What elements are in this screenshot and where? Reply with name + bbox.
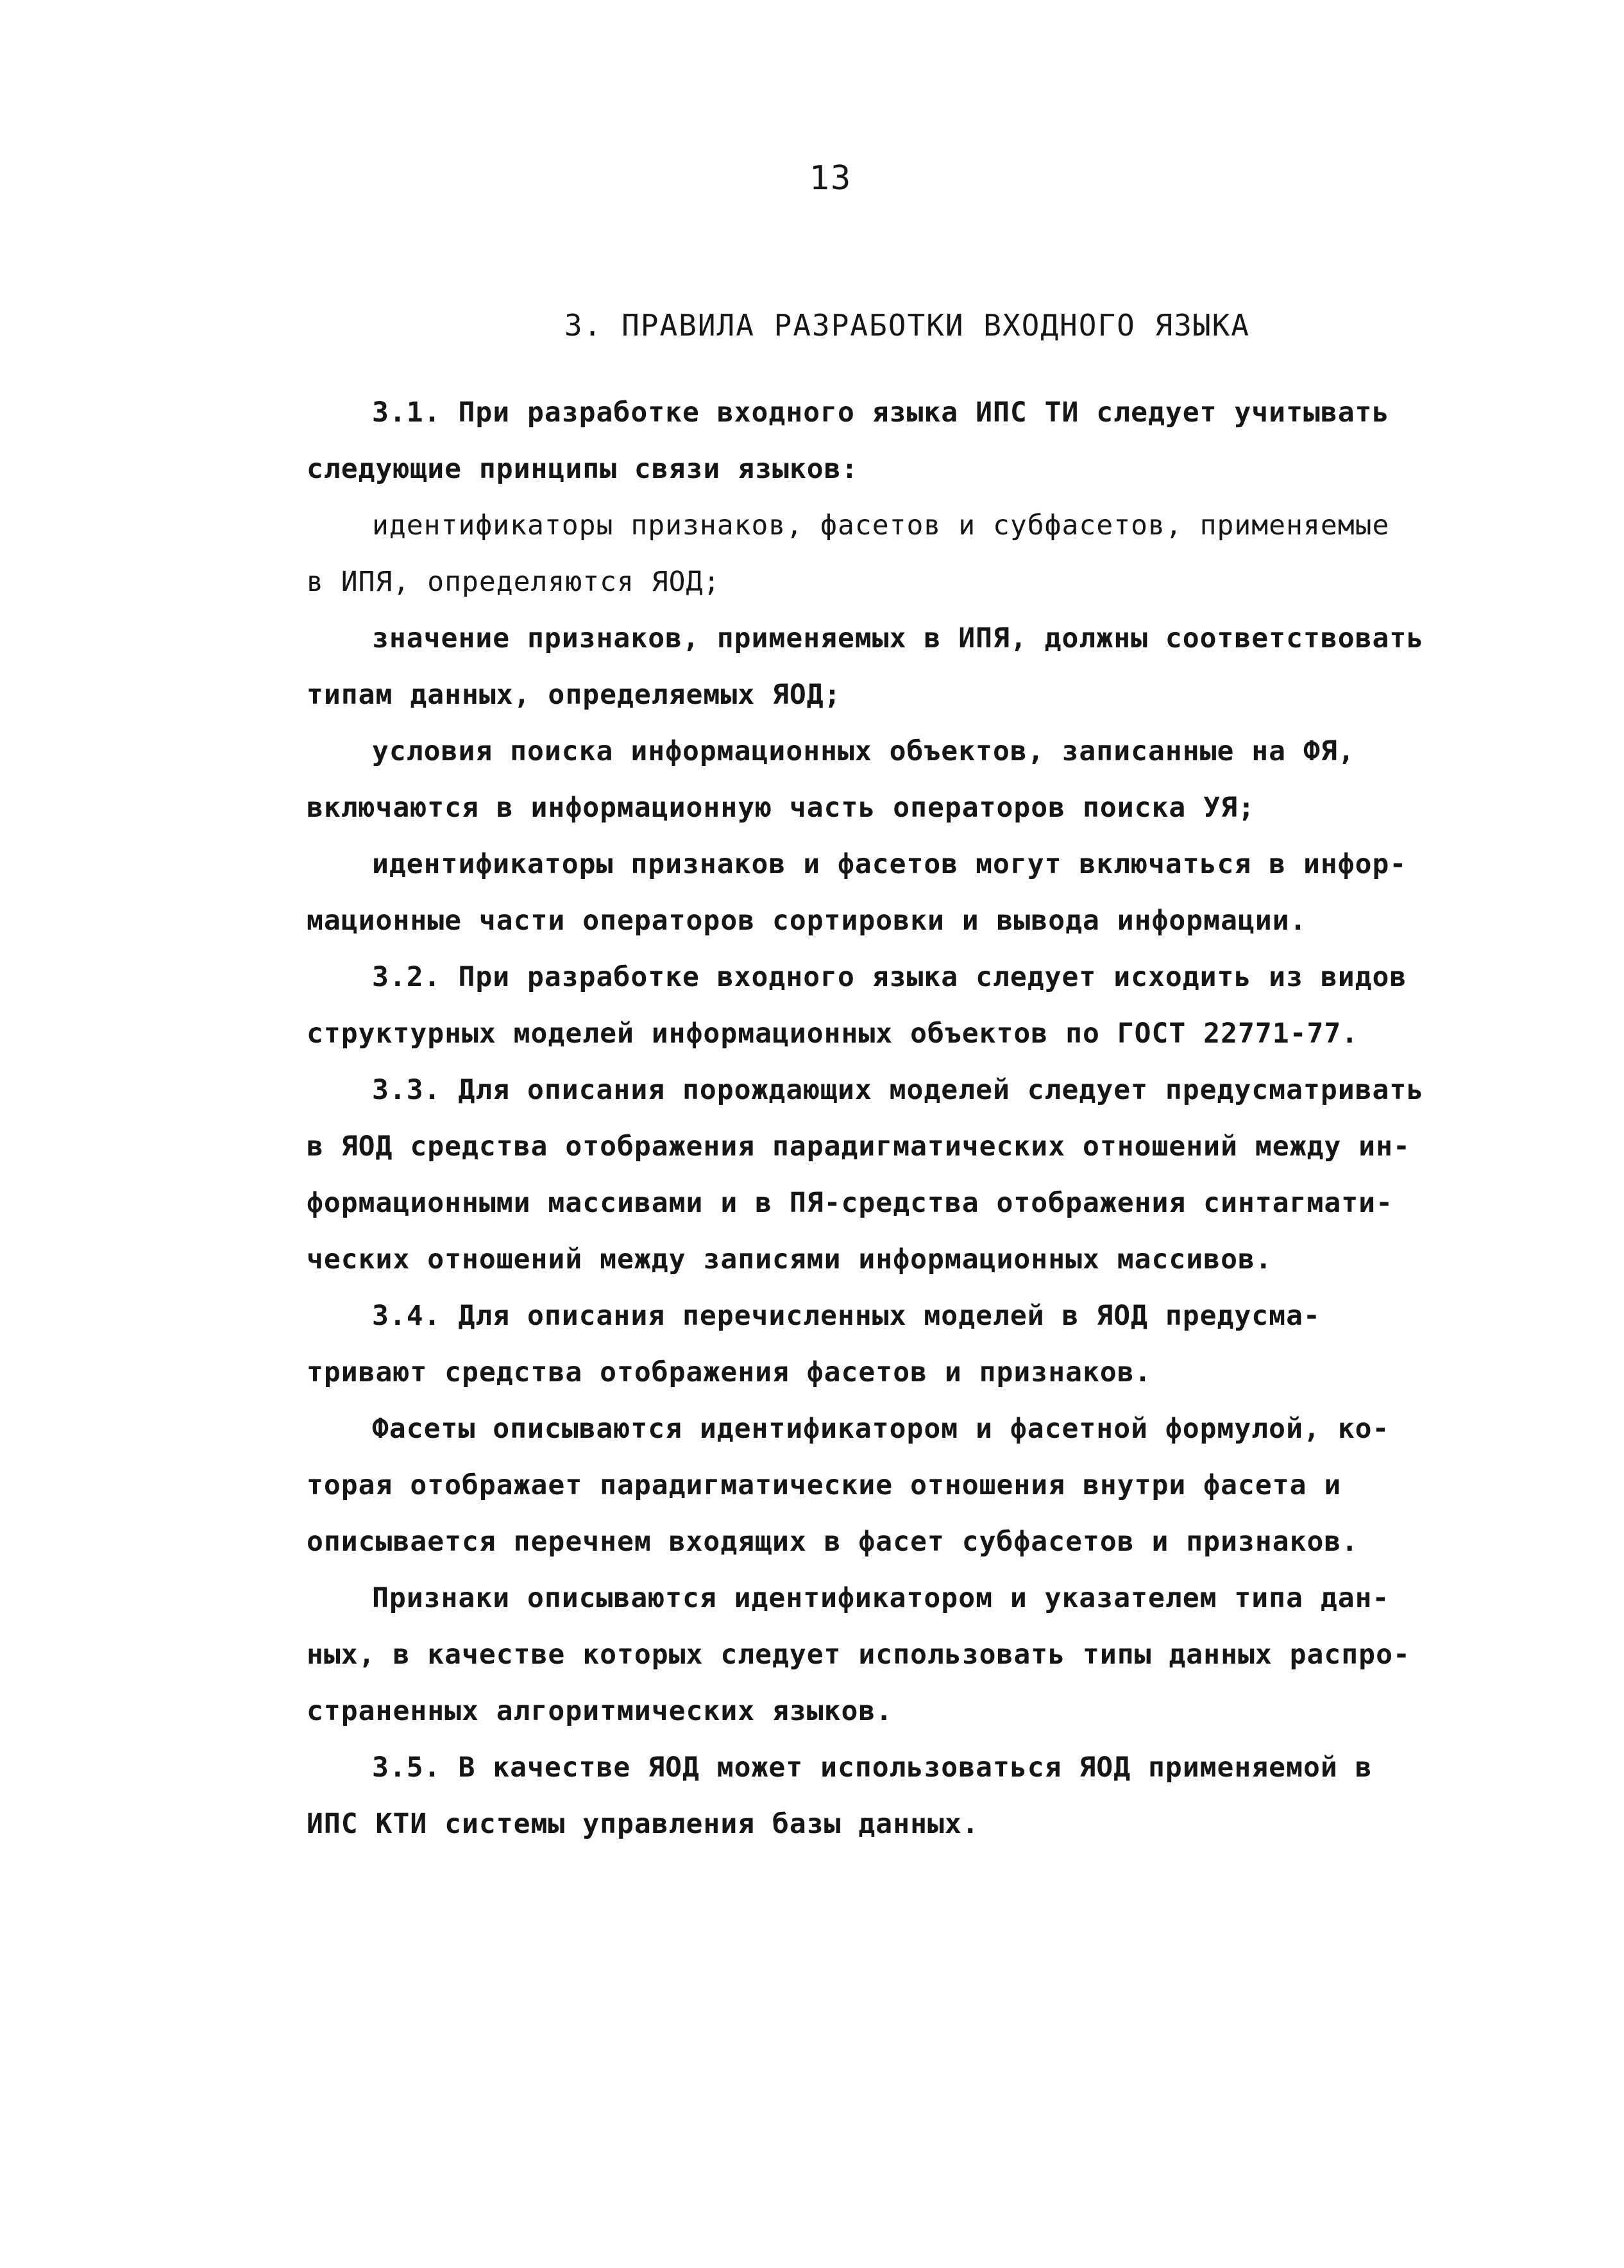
paragraph-line: идентификаторы признаков, фасетов и субфасетов, применяемые (372, 509, 1390, 541)
paragraph-line: типам данных, определяемых ЯОД; (307, 679, 842, 711)
paragraph-line: описывается перечнем входящих в фасет субфасетов и признаков. (307, 1526, 1359, 1558)
paragraph-line: условия поиска информационных объектов, записанные на ФЯ, (372, 735, 1355, 767)
paragraph-line: 3.2. При разработке входного языка следует исходить из видов (372, 961, 1407, 993)
paragraph-line: 3.3. Для описания порождающих моделей следует предусматривать (372, 1074, 1425, 1106)
page-number: 13 (809, 159, 852, 198)
paragraph-line: в ЯОД средства отображения парадигматических отношений между ин- (307, 1130, 1410, 1163)
paragraph-line: 3.5. В качестве ЯОД может использоваться ЯОД применяемой в (372, 1752, 1373, 1784)
paragraph-line: торая отображает парадигматические отношения внутри фасета и (307, 1469, 1342, 1501)
paragraph-line: 3.1. При разработке входного языка ИПС ТИ следует учитывать (372, 396, 1390, 429)
paragraph-line: идентификаторы признаков и фасетов могут включаться в инфор- (372, 848, 1407, 880)
paragraph-line: Признаки описываются идентификатором и указателем типа дан- (372, 1582, 1390, 1614)
paragraph-line: 3.4. Для описания перечисленных моделей в ЯОД предусма- (372, 1300, 1321, 1332)
paragraph-line: формационными массивами и в ПЯ-средства отображения синтагмати- (307, 1187, 1393, 1219)
paragraph-line: Фасеты описываются идентификатором и фасетной формулой, ко- (372, 1413, 1390, 1445)
paragraph-line: включаются в информационную часть операторов поиска УЯ; (307, 792, 1255, 824)
paragraph-line: структурных моделей информационных объектов по ГОСТ 22771-77. (307, 1018, 1359, 1050)
paragraph-line: ИПС КТИ системы управления базы данных. (307, 1808, 979, 1840)
paragraph-line: следующие принципы связи языков: (307, 453, 859, 485)
paragraph-line: страненных алгоритмических языков. (307, 1695, 893, 1727)
section-title: 3. ПРАВИЛА РАЗРАБОТКИ ВХОДНОГО ЯЗЫКА (564, 308, 1250, 343)
paragraph-line: ных, в качестве которых следует использовать типы данных распро- (307, 1639, 1410, 1671)
paragraph-line: ческих отношений между записями информационных массивов. (307, 1243, 1273, 1275)
paragraph-line: тривают средства отображения фасетов и признаков. (307, 1356, 1152, 1388)
paragraph-line: мационные части операторов сортировки и вывода информации. (307, 905, 1307, 937)
paragraph-line: значение признаков, применяемых в ИПЯ, должны соответствовать (372, 622, 1425, 654)
paragraph-line: в ИПЯ, определяются ЯОД; (307, 566, 721, 598)
